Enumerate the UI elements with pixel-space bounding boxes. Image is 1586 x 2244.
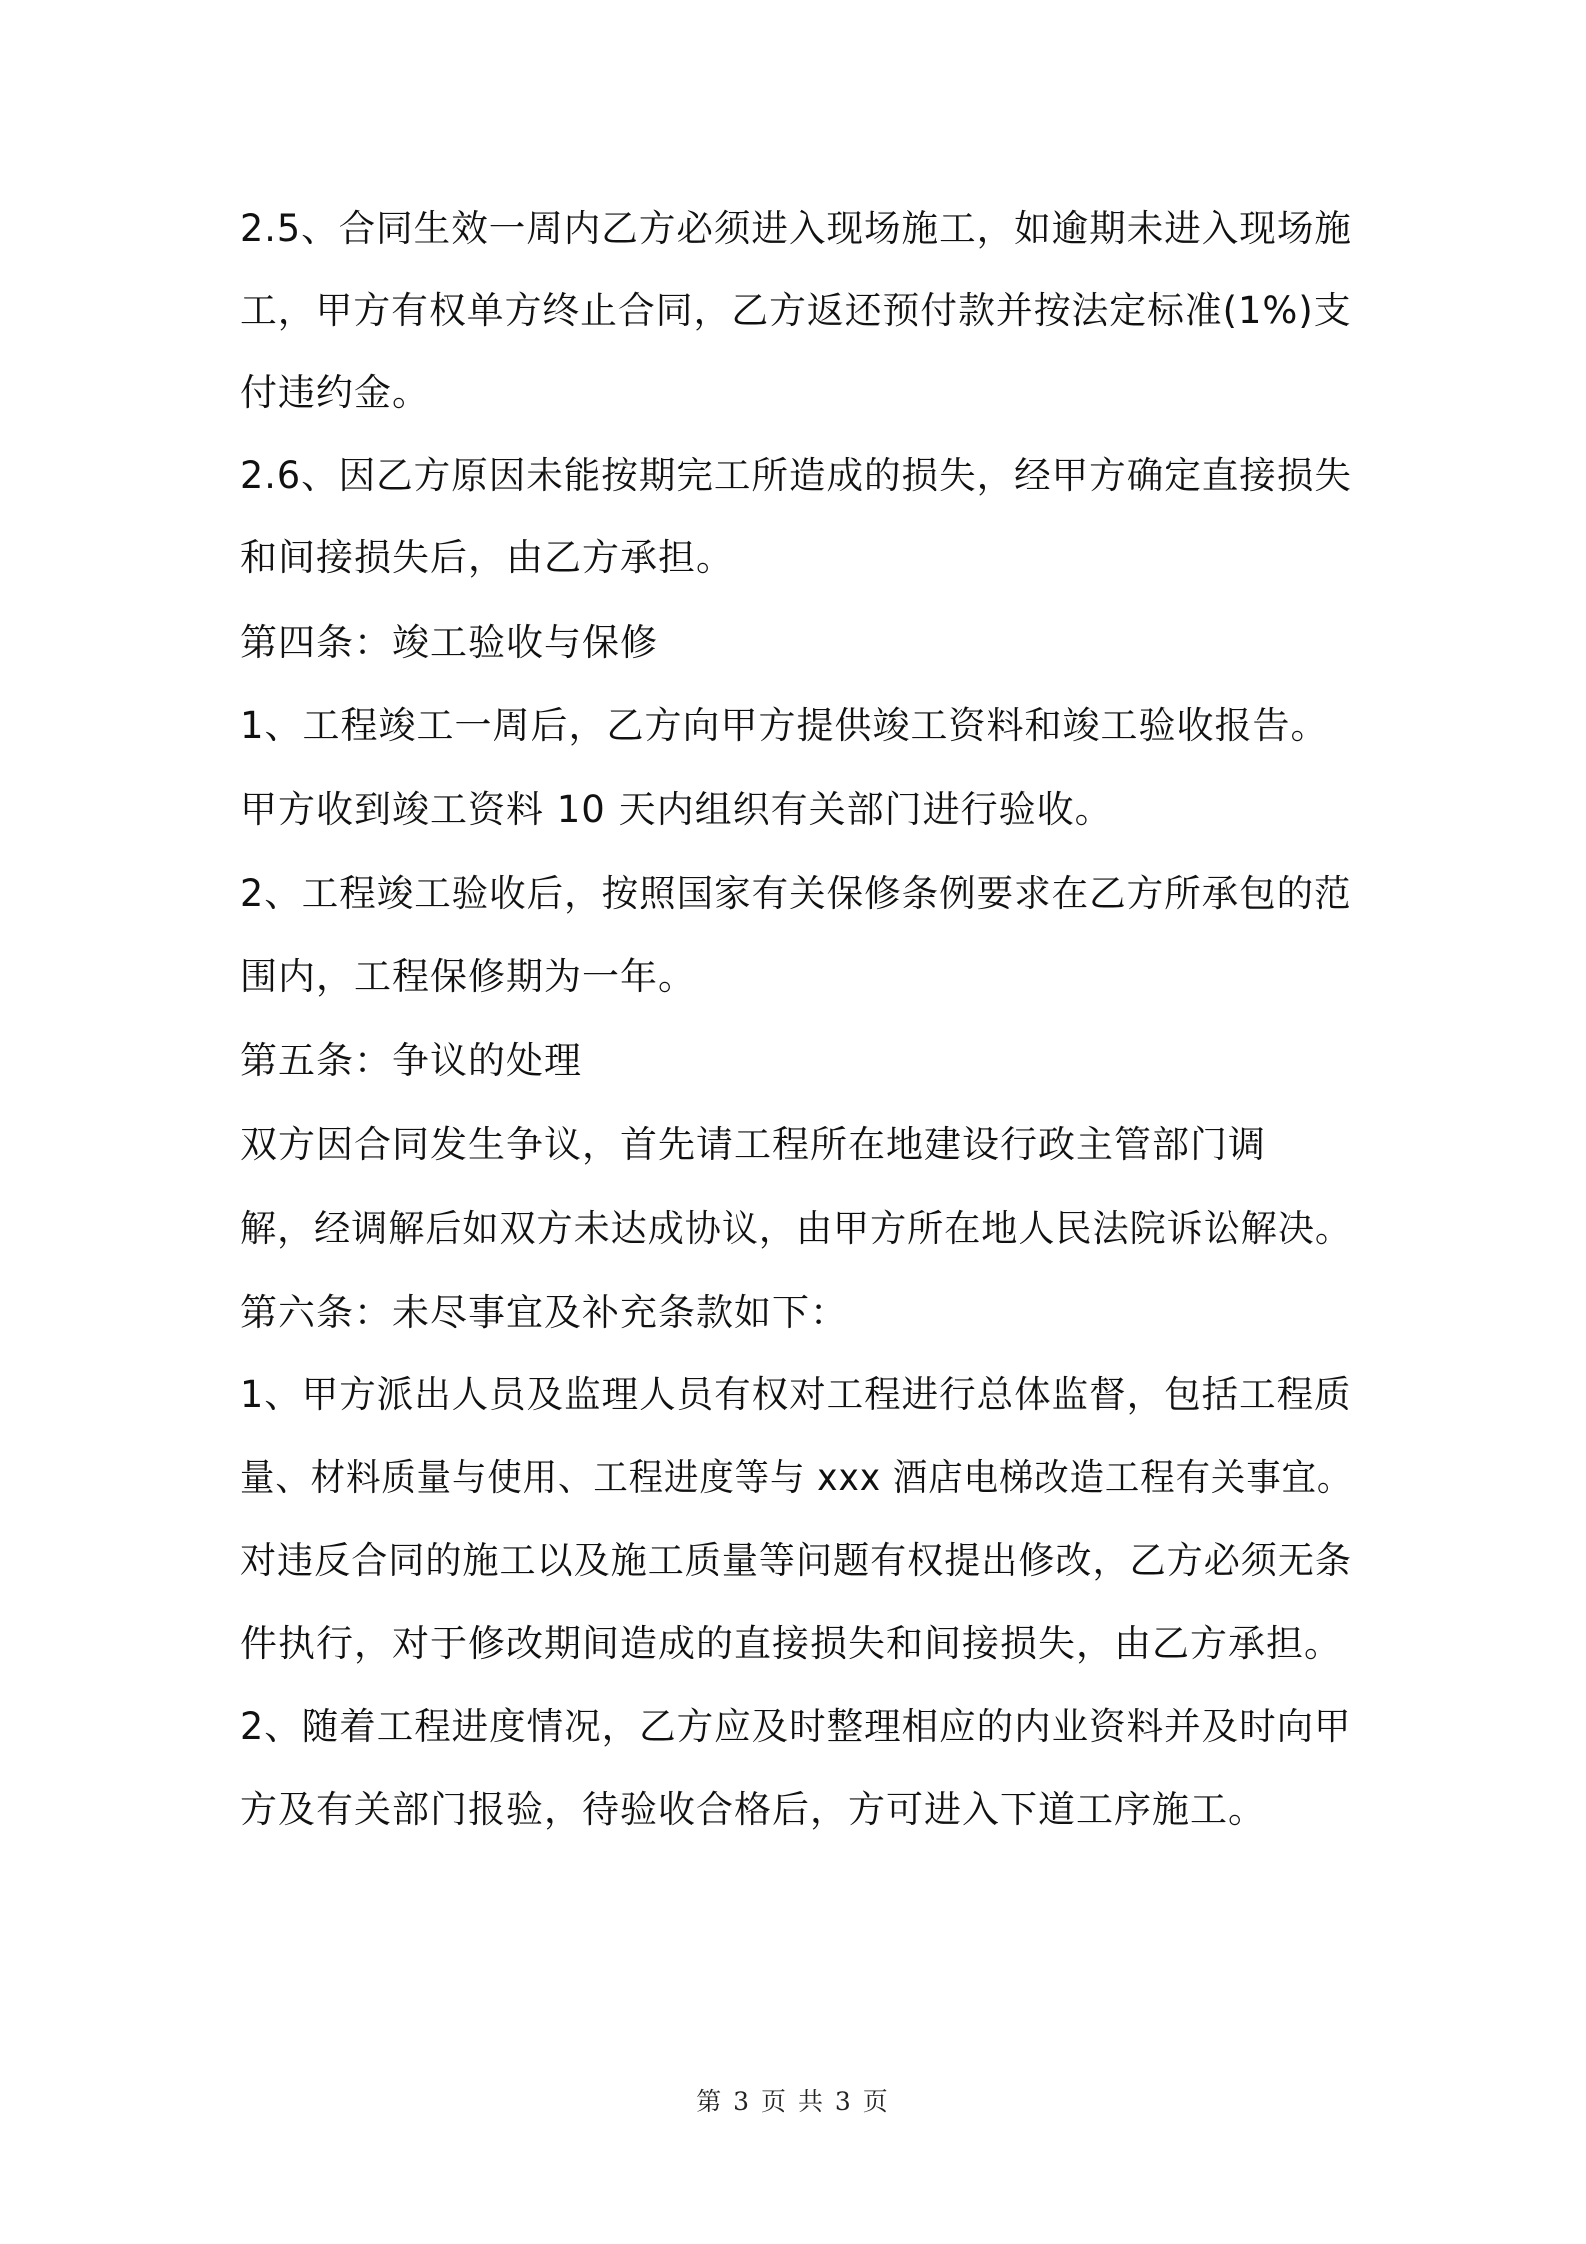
clause-2-5-line-2: 工，甲方有权单方终止合同，乙方返还预付款并按法定标准(1%)支: [240, 289, 1352, 332]
article-4-item-2-line-2: 围内，工程保修期为一年。: [240, 955, 696, 998]
article-6-item-2-line-2: 方及有关部门报验，待验收合格后，方可进入下道工序施工。: [240, 1788, 1266, 1831]
article-6-item-1-line-1: 1、甲方派出人员及监理人员有权对工程进行总体监督，包括工程质: [240, 1373, 1352, 1416]
article-6-item-2-line-1: 2、随着工程进度情况，乙方应及时整理相应的内业资料并及时向甲: [240, 1705, 1352, 1748]
article-4-item-2-line-1: 2、工程竣工验收后，按照国家有关保修条例要求在乙方所承包的范: [240, 872, 1352, 915]
article-6-item-1-line-4: 件执行，对于修改期间造成的直接损失和间接损失，由乙方承担。: [240, 1622, 1342, 1665]
clause-2-6-line-1: 2.6、因乙方原因未能按期完工所造成的损失，经甲方确定直接损失: [240, 454, 1352, 497]
article-4-item-1-line-1: 1、工程竣工一周后，乙方向甲方提供竣工资料和竣工验收报告。: [240, 704, 1329, 747]
clause-2-5-line-3: 付违约金。: [240, 371, 430, 414]
article-6-item-1-line-2: 量、材料质量与使用、工程进度等与 xxx 酒店电梯改造工程有关事宜。: [240, 1456, 1353, 1499]
clause-2-6-line-2: 和间接损失后，由乙方承担。: [240, 536, 734, 579]
article-4-item-1-line-2: 甲方收到竣工资料 10 天内组织有关部门进行验收。: [240, 788, 1113, 831]
article-5-body-line-1: 双方因合同发生争议，首先请工程所在地建设行政主管部门调: [240, 1123, 1266, 1166]
article-6-heading: 第六条：未尽事宜及补充条款如下：: [240, 1291, 848, 1334]
article-6-item-1-line-3: 对违反合同的施工以及施工质量等问题有权提出修改，乙方必须无条: [240, 1539, 1352, 1582]
article-4-heading: 第四条：竣工验收与保修: [240, 621, 658, 664]
page-footer: 第 3 页 共 3 页: [696, 2087, 890, 2116]
clause-2-5-line-1: 2.5、合同生效一周内乙方必须进入现场施工，如逾期未进入现场施: [240, 207, 1352, 250]
article-5-heading: 第五条：争议的处理: [240, 1039, 582, 1082]
article-5-body-line-2: 解，经调解后如双方未达成协议，由甲方所在地人民法院诉讼解决。: [240, 1207, 1352, 1250]
